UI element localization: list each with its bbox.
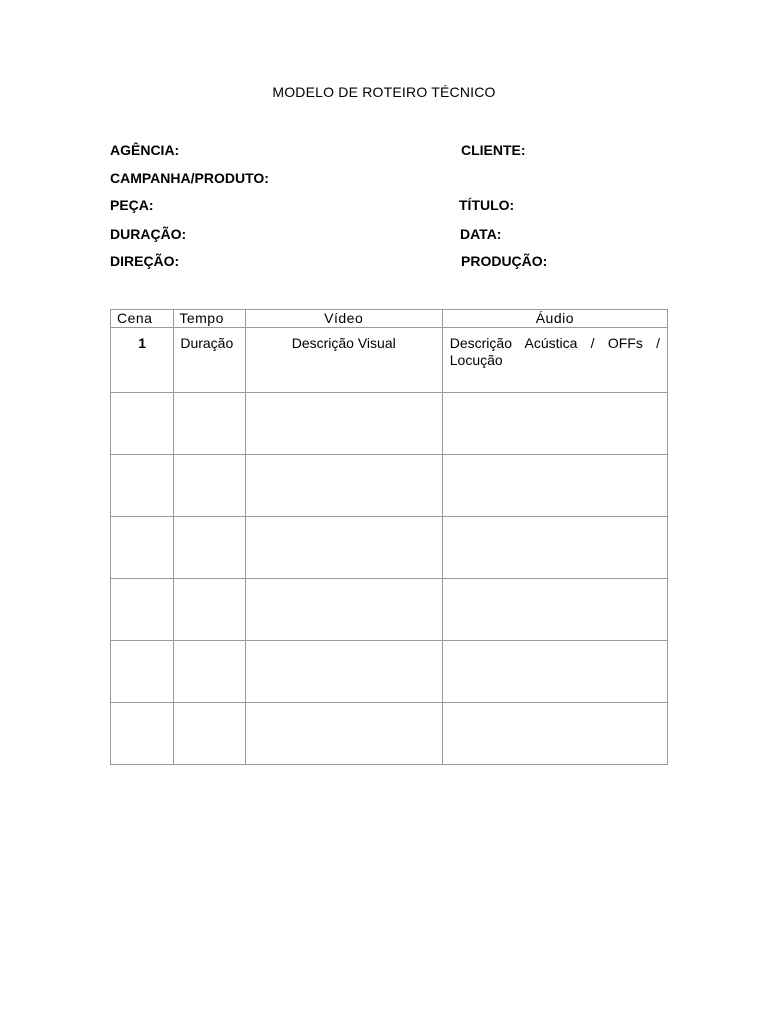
cell-video[interactable]	[245, 328, 442, 393]
table-row	[111, 393, 668, 455]
cell-cena[interactable]	[111, 641, 174, 703]
cell-audio[interactable]	[442, 703, 667, 765]
cell-video[interactable]	[245, 703, 442, 765]
cell-tempo[interactable]	[174, 517, 245, 579]
scene-number: 1	[138, 335, 147, 351]
table-row	[111, 641, 668, 703]
table-row	[111, 703, 668, 765]
cell-video[interactable]	[245, 517, 442, 579]
header-video: Vídeo	[245, 310, 442, 328]
cell-audio[interactable]	[442, 641, 667, 703]
cell-video[interactable]	[245, 641, 442, 703]
field-campanha-produto: CAMPANHA/PRODUTO:	[110, 170, 269, 186]
visual-description: Descrição Visual	[291, 335, 396, 351]
cell-cena[interactable]	[111, 393, 174, 455]
cell-cena[interactable]	[111, 455, 174, 517]
audio-description: Descrição Acústica / OFFs / Locução	[449, 335, 660, 368]
cell-tempo[interactable]	[174, 393, 245, 455]
field-cliente: CLIENTE:	[461, 142, 526, 158]
cell-video[interactable]	[245, 455, 442, 517]
header-audio: Áudio	[442, 310, 667, 328]
cell-audio[interactable]	[442, 517, 667, 579]
cell-video[interactable]	[245, 393, 442, 455]
field-agencia: AGÊNCIA:	[110, 142, 180, 158]
field-producao: PRODUÇÃO:	[461, 253, 548, 269]
cell-audio[interactable]	[442, 579, 667, 641]
cell-tempo[interactable]	[174, 703, 245, 765]
field-data: DATA:	[460, 226, 502, 242]
document-title: MODELO DE ROTEIRO TÉCNICO	[272, 84, 496, 100]
table-row	[111, 328, 668, 393]
table-header-row	[111, 310, 668, 328]
field-peca: PEÇA:	[110, 197, 154, 213]
field-duracao: DURAÇÃO:	[110, 226, 187, 242]
duration-text: Duração	[180, 335, 234, 351]
field-direcao: DIREÇÃO:	[110, 253, 180, 269]
cell-audio[interactable]	[442, 455, 667, 517]
cell-cena[interactable]	[111, 328, 174, 393]
cell-tempo[interactable]	[174, 579, 245, 641]
cell-tempo[interactable]	[174, 455, 245, 517]
cell-tempo[interactable]	[174, 328, 245, 393]
table-row	[111, 579, 668, 641]
field-titulo: TÍTULO:	[459, 197, 515, 213]
header-cena: Cena	[111, 310, 174, 328]
cell-cena[interactable]	[111, 517, 174, 579]
cell-audio[interactable]	[442, 328, 667, 393]
cell-audio[interactable]	[442, 393, 667, 455]
cell-cena[interactable]	[111, 579, 174, 641]
header-tempo: Tempo	[174, 310, 245, 328]
table-row	[111, 455, 668, 517]
table-row	[111, 517, 668, 579]
cell-tempo[interactable]	[174, 641, 245, 703]
cell-cena[interactable]	[111, 703, 174, 765]
cell-video[interactable]	[245, 579, 442, 641]
script-table	[110, 309, 668, 765]
